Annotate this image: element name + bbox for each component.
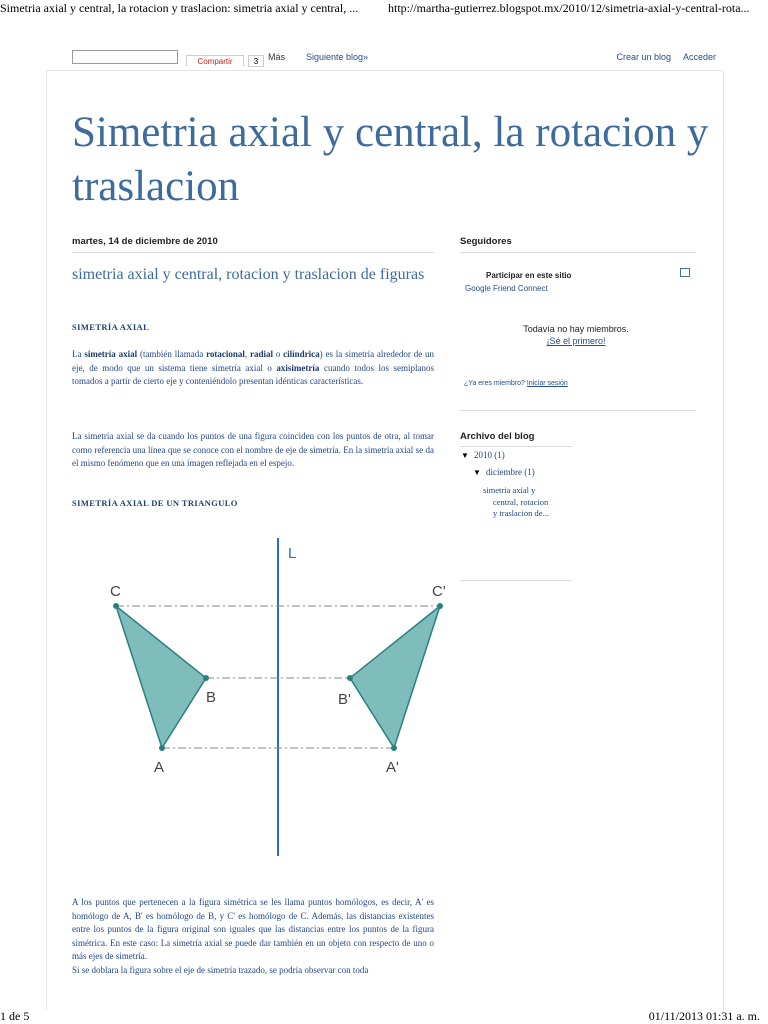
already-member-row — [464, 380, 568, 387]
print-header-title: Simetria axial y central, la rotacion y traslacion: simetria axial y central, ... — [0, 1, 359, 15]
post-date: martes, 14 de diciembre de 2010 — [72, 236, 218, 247]
p1-bold-term: simetría axial — [84, 349, 138, 359]
p1-text: o — [273, 349, 284, 359]
p1-bold-term: rotacional — [206, 349, 245, 359]
print-footer-page: 1 de 5 — [0, 1009, 30, 1023]
gfc-link[interactable]: Google Friend Connect — [465, 284, 548, 293]
label-a-prime: A' — [386, 759, 399, 776]
axis-label: L — [288, 545, 297, 562]
p1-text: cuando todos los semiplanos tomados a partir de cierto eje y conteniéndolo presentan idénticas características. — [72, 362, 434, 386]
label-c: C — [110, 583, 121, 600]
expand-year-toggle-icon[interactable]: ▼ — [461, 451, 469, 460]
share-button[interactable]: Compartir — [186, 55, 244, 66]
print-header-url: http://martha-gutierrez.blogspot.mx/2010/12/simetria-axial-y-central-rota... — [388, 1, 750, 15]
triangle-abc — [116, 606, 206, 748]
create-blog-link[interactable]: Crear un blog — [616, 52, 671, 62]
post-paragraph-4: Si se doblara la figura sobre el eje de simetría trazado, se podría observar con toda — [72, 965, 369, 975]
p1-text: ) es la simetría alrededor de un eje, de modo que un sistema tiene simetría axial o — [72, 349, 435, 373]
post-paragraph-2: La simetría axial se da cuando los puntos de una figura coinciden con los puntos de otra, al tomar como referencia una línea que se conoce con el nombre de eje de simetría. En la simetría axial se da el mismo fenómeno que en una imagen reflejada en el espejo. — [72, 431, 434, 468]
section-heading-axial: SIMETRÍA AXIAL — [72, 322, 150, 332]
followers-title: Seguidores — [460, 236, 512, 247]
navbar-search-input[interactable] — [72, 50, 178, 64]
symmetry-diagram — [92, 532, 452, 862]
p1-bold-term: cilíndrica — [283, 349, 320, 359]
vertex-b-prime — [347, 675, 353, 681]
archive-month-link[interactable]: diciembre (1) — [486, 467, 535, 477]
archive-divider — [460, 446, 572, 447]
join-site-text[interactable]: Participar en este sitio — [486, 271, 572, 280]
be-first-link[interactable]: ¡Sé el primero! — [546, 336, 606, 346]
section-heading-triangle: SIMETRÍA AXIAL DE UN TRIANGULO — [72, 498, 238, 508]
vertex-c-prime — [437, 603, 443, 609]
signin-session-link[interactable]: Iniciar sesión — [526, 380, 568, 387]
share-count-badge: 3 — [248, 55, 264, 67]
vertex-c — [113, 603, 119, 609]
archive-post-link[interactable]: simetria axial y central, rotacion y traslacion de... — [483, 485, 549, 518]
blog-title[interactable]: Simetria axial y central, la rotacion y traslacion — [72, 109, 709, 210]
next-blog-link[interactable]: Siguiente blog» — [306, 52, 369, 62]
vertex-a-prime — [391, 745, 397, 751]
post-paragraph-1 — [72, 348, 434, 389]
p1-text: (también llamada — [137, 349, 207, 359]
archive-bottom-divider — [460, 580, 572, 581]
popout-icon[interactable] — [680, 268, 690, 277]
print-footer-datetime: 01/11/2013 01:31 a. m. — [648, 1009, 760, 1023]
p1-bold-term: radial — [249, 349, 273, 359]
label-b-prime: B' — [338, 691, 351, 708]
expand-month-toggle-icon[interactable]: ▼ — [473, 468, 481, 477]
already-member-text: ¿Ya eres miembro? — [464, 380, 525, 387]
no-members-text: Todavía no hay miembros. — [523, 324, 629, 334]
vertex-b — [203, 675, 209, 681]
blogger-navbar — [46, 44, 722, 71]
date-divider — [72, 252, 434, 253]
post-title[interactable]: simetria axial y central, rotacion y traslacion de figuras — [72, 266, 425, 283]
p1-text: La — [72, 349, 85, 359]
signin-link[interactable]: Acceder — [682, 52, 716, 62]
archive-year-link[interactable]: 2010 (1) — [474, 450, 505, 460]
label-c-prime: C' — [432, 583, 446, 600]
label-a: A — [154, 759, 165, 776]
label-b: B — [206, 689, 217, 706]
triangle-abc-prime — [350, 606, 440, 748]
followers-divider — [460, 252, 696, 253]
post-paragraph-3: A los puntos que pertenecen a la figura simétrica se les llama puntos homólogos, es decir, A' es homólogo de A, B' es homólogo de B, y C' es homólogo de C. Además, las distancias existentes entre los puntos de la figura original son iguales que las distancias entre los puntos de la figura simétrica. En este caso: La simetría axial se puede dar también en un objeto con respecto de uno o más ejes de simetría. — [72, 897, 434, 961]
vertex-a — [159, 745, 165, 751]
p1-bold-term: axisimetría — [276, 362, 320, 373]
more-link[interactable]: Más — [268, 52, 286, 62]
archive-title: Archivo del blog — [460, 431, 535, 442]
p1-text: , — [244, 349, 250, 359]
sidebar-divider — [460, 410, 696, 411]
